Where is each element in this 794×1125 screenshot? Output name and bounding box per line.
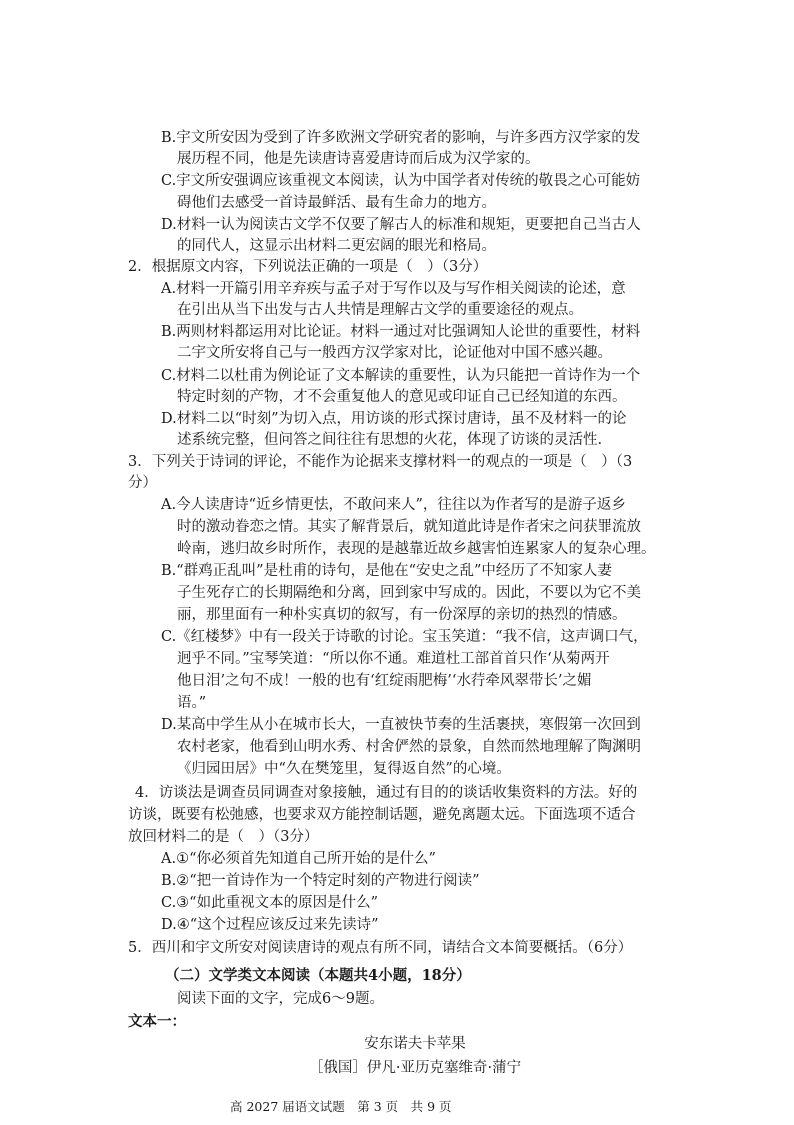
q1-option-b-line1: B.宇文所安因为受到了许多欧洲文学研究者的影响，与许多西方汉学家的发 [161,130,641,146]
q4-stem-line2: 访谈，既要有松弛感，也要求双方能控制话题，避免离题太远。下面选项不适合 [128,807,636,823]
q5-stem: 5．西川和宇文所安对阅读唐诗的观点有所不同，请结合文本简要概括。（6分） [128,940,633,956]
text-one-label: 文本一： [128,1013,186,1030]
q2-option-b-line2: 二宇文所安将自己与一般西方汉学家对比，论证他对中国不感兴趣。 [177,345,612,361]
q3-option-c-line1: C.《红楼梦》中有一段关于诗歌的讨论。宝玉笑道：“我不信，这声调口气， [161,629,648,645]
q3-option-b-line3: 丽，那里面有一种朴实真切的叙写，有一份深厚的亲切的热烈的情感。 [177,607,627,623]
q3-option-a-line2: 时的激动眷恋之情。其实了解背景后，就知道此诗是作者宋之问获罪流放 [177,519,641,535]
q1-option-b-line2: 展历程不同，他是先读唐诗喜爱唐诗而后成为汉学家的。 [177,151,540,167]
q1-option-c-line2: 碍他们去感受一首诗最鲜活、最有生命力的地方。 [177,195,496,211]
q4-option-a: A.①“你必须首先知道自己所开始的是什么” [161,851,436,867]
q2-option-d-line2: 述系统完整，但问答之间往往有思想的火花，体现了访谈的灵活性. [177,432,603,448]
section2-heading: （二）文学类文本阅读（本题共4小题，18分） [165,967,471,984]
q2-option-c-line2: 特定时刻的产物，才不会重复他人的意见或印证自己已经知道的东西。 [177,389,627,405]
q2-stem: 2．根据原文内容，下列说法正确的一项是（ ）（3分） [128,259,488,275]
q4-stem-line1: 4．访谈法是调查员同调查对象接触，通过有目的的谈话收集资料的方法。好的 [135,785,638,801]
q3-option-d-line1: D.某高中学生从小在城市长大，一直被快节奏的生活裹挟，寒假第一次回到 [161,717,641,733]
q4-option-d: D.④“这个过程应该反过来先读诗” [161,917,379,933]
q1-option-d-line1: D.材料一认为阅读古文学不仅要了解古人的标准和规矩，更要把自己当古人 [161,217,641,233]
q3-option-c-line4: 语。” [177,695,207,711]
q1-option-d-line2: 的同代人，这显示出材料二更宏阔的眼光和格局。 [177,238,496,254]
q2-option-b-line1: B.两则材料都运用对比论证。材料一通过对比强调知人论世的重要性，材料 [161,324,641,340]
q3-option-c-line2: 迥乎不同。”宝琴笑道：“所以你不通。难道杜工部首首只作‘从菊两开 [177,651,610,667]
story-title: 安东诺夫卡苹果 [364,1036,466,1052]
section2-instruction: 阅读下面的文字，完成6～9题。 [177,991,384,1007]
q3-option-c-line3: 他日泪’之句不成！一般的也有‘红绽雨肥梅’‘水荇牵风翠带长’之媚 [177,673,592,689]
q2-option-a-line2: 在引出从当下出发与古人共情是理解古文学的重要途径的观点。 [177,302,583,318]
q3-option-b-line2: 子生死存亡的长期隔绝和分离，回到家中写成的。因此，不要以为它不美 [177,585,641,601]
page-footer: 高 2027 届语文试题 第 3 页 共 9 页 [230,1099,452,1114]
q2-option-c-line1: C.材料二以杜甫为例论证了文本解读的重要性，认为只能把一首诗作为一个 [161,368,641,384]
q3-stem-line1: 3．下列关于诗词的评论，不能作为论据来支撑材料一的观点的一项是（ ）（3 [128,454,633,470]
story-author: ［俄国］伊凡·亚历克塞维奇·蒲宁 [308,1060,522,1076]
q3-option-d-line2: 农村老家，他看到山明水秀、村舍俨然的景象，自然而然地理解了陶渊明 [177,739,641,755]
q3-option-b-line1: B.“群鸡正乱叫”是杜甫的诗句，是他在“安史之乱”中经历了不知家人妻 [161,563,612,579]
q2-option-d-line1: D.材料二以“时刻”为切入点，用访谈的形式探讨唐诗，虽不及材料一的论 [161,411,627,427]
q4-stem-line3: 放回材料二的是（ ）（3分） [128,829,319,845]
q3-option-a-line3: 岭南，逃归故乡时所作，表现的是越靠近故乡越害怕连累家人的复杂心理。 [177,541,656,557]
q3-option-a-line1: A.今人读唐诗“近乡情更怯，不敢问来人”，往往以为作者写的是游子返乡 [161,497,626,513]
q4-option-b: B.②“把一首诗作为一个特定时刻的产物进行阅读” [161,873,480,889]
q1-option-c-line1: C.宇文所安强调应该重视文本阅读，认为中国学者对传统的敬畏之心可能妨 [161,173,641,189]
q4-option-c: C.③“如此重视文本的原因是什么” [161,895,379,911]
q3-option-d-line3: 《归园田居》中“久在樊笼里，复得返自然”的心境。 [177,761,511,777]
q2-option-a-line1: A.材料一开篇引用辛弃疾与孟子对于写作以及与写作相关阅读的论述，意 [161,281,626,297]
q3-stem-line2: 分） [128,475,157,491]
